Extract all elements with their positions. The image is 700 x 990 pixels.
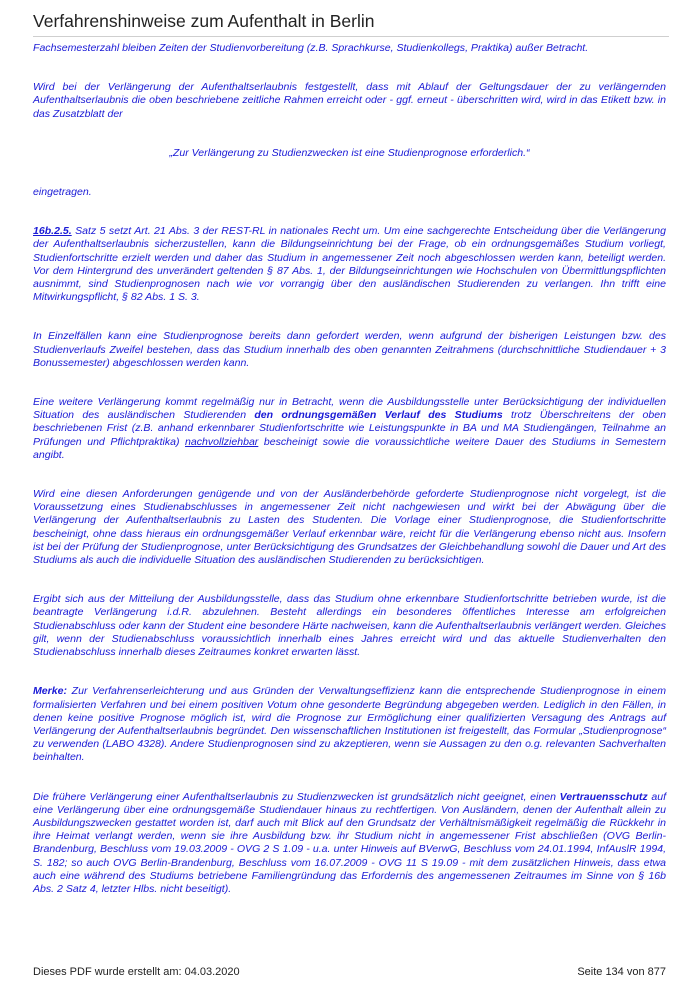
paragraph-10	[33, 791, 666, 897]
paragraph-text: Satz 5 setzt Art. 21 Abs. 3 der REST-RL in nationales Recht um. Um eine sachgerechte Entscheidung über die Verlängerung der Aufenthaltserlaubnis sicherzustellen, kann die Bildungseinrichtung bei der Frage, ob ein ordnungsgemäßes Studium vorliegt, Studienfortschritte erzielt werden und daher das Studium in angemessener Zeit noch abgeschlossen werden kann, beteiligt werden. Vor dem Hintergrund des unverändert geltenden § 87 Abs. 1, der Bildungseinrichtungen wie Hochschulen von Übermittlungspflichten ausnimmt, sind Studienprognosen nach wie vor vorrangig über den ausländischen Studierenden zu verlangen. Ihn trifft eine Mitwirkungspflicht, § 82 Abs. 1 S. 3.	[33, 225, 666, 304]
paragraph-8: Ergibt sich aus der Mitteilung der Ausbildungsstelle, dass das Studium ohne erkennbare Studienfortschritte betrieben wurde, ist die beantragte Verlängerung i.d.R. abzulehnen. Besteht allerdings ein besonderes öffentliches Interesse am erfolgreichen Studienabschluss oder kann der Student eine besondere Härte nachweisen, kann die Aufenthaltserlaubnis verlängert werden. Gleiches gilt, wenn der Studienabschluss voraussichtlich innerhalb eines Jahres erreicht wird und das aktuelle Studienverhalten den Studienabschluss innerhalb dieses Zeitraumes konkret erwarten lässt.	[33, 593, 666, 659]
document-body	[33, 42, 666, 896]
emphasis-text: den ordnungsgemäßen Verlauf des Studiums	[254, 409, 503, 422]
paragraph-text: bescheinigt sowie die voraussichtliche weitere Dauer des Studiums in Semestern angibt.	[33, 435, 666, 461]
underlined-text: nachvollziehbar	[185, 435, 259, 448]
paragraph-3: eingetragen.	[33, 186, 92, 199]
page-number: Seite 134 von 877	[577, 966, 666, 978]
paragraph-5: In Einzelfällen kann eine Studienprognose bereits dann gefordert werden, wenn aufgrund der bisherigen Leistungen bzw. des Studienverlaufs Zweifel bestehen, dass das Studium innerhalb des oben genannten Zeitrahmens (durchschnittliche Studiendauer + 3 Bonussemester) abgeschlossen werden kann.	[33, 330, 666, 369]
paragraph-7: Wird eine diesen Anforderungen genügende und von der Ausländerbehörde geforderte Studienprognose nicht vorgelegt, ist die Voraussetzung eines Studienabschlusses in angemessener Zeit nicht nachgewiesen und wirkt bei der Abwägung über die Verlängerung der Aufenthaltserlaubnis zu Lasten des Studenten. Die Vorlage einer Studienprognose, die Studienfortschritte bescheinigt, ohne dass hieraus ein ordnungsgemäßer Verlauf erkennbar wäre, reicht für die Verlängerung ebenso nicht aus. Insofern ist bei der Prüfung der Studienprognose, unter Berücksichtigung des Grundsatzes der Gleichbehandlung sowohl die Dauer und Art des Studiums als auch die individuelle Situation des ausländischen Studierenden zu berücksichtigen.	[33, 488, 666, 567]
section-reference-link[interactable]: 16b.2.5.	[33, 225, 72, 238]
paragraph-1: Fachsemesterzahl bleiben Zeiten der Studienvorbereitung (z.B. Sprachkurse, Studienkollegs, Praktika) außer Betracht.	[33, 42, 589, 54]
emphasis-text: Vertrauensschutz	[559, 790, 648, 803]
pdf-created-date: Dieses PDF wurde erstellt am: 04.03.2020	[33, 966, 240, 978]
paragraph-text: auf eine Verlängerung über eine ordnungsgemäße Studiendauer hinaus zu rechtfertigen. Von Ausländern, denen der Aufenthalt allein zu Ausbildungszwecken gestattet worden ist, darf auch mit Blick auf den Grundsatz der Verhältnismäßigkeit regelmäßig die Rückkehr in ihre Heimat verlangt werden, wenn sie ihre Ausbildung bzw. ihr Studium nicht in angemessener Frist abschließen (OVG Berlin-Brandenburg, Beschluss vom 19.03.2009 - OVG 2 S 1.09 - u.a. unter Hinweis auf BVerwG, Beschluss vom 24.01.1994, InfAuslR 1994, S. 182; so auch OVG Berlin-Brandenburg, Beschluss vom 16.07.2009 - OVG 11 S 19.09 - mit dem zusätzlichen Hinweis, dass etwa auch eine während des Studiums betriebene Familiengründung das Erfordernis des angemessenen Zeitraumes im Sinne von § 16b Abs. 2 Satz 4, letzter Hlbs. nicht beseitigt).	[33, 790, 667, 895]
merke-label: Merke:	[33, 685, 67, 698]
quoted-notice: „Zur Verlängerung zu Studienzwecken ist eine Studienprognose erforderlich.“	[169, 146, 530, 159]
paragraph-2: Wird bei der Verlängerung der Aufenthaltserlaubnis festgestellt, dass mit Ablauf der Geltungsdauer der zu verlängernden Aufenthaltserlaubnis die oben beschriebene zeitliche Rahmen erreicht oder - ggf. erneut - überschritten wird, wird in das Etikett bzw. in das Zusatzblatt der	[33, 81, 666, 120]
paragraph-text: Eine weitere Verlängerung kommt regelmäßig nur in Betracht, wenn die Ausbildungsstelle unter Berücksichtigung der individuellen Situation des ausländischen Studierenden	[33, 396, 666, 422]
paragraph-6	[33, 396, 666, 462]
paragraph-16b-2-5	[33, 225, 666, 304]
paragraph-merke	[33, 685, 666, 764]
paragraph-text: Zur Verfahrenserleichterung und aus Gründen der Verwaltungseffizienz kann die entsprechende Studienprognose in einem formalisierten Verfahren und bei einem positiven Votum ohne gesonderte Begründung abgegeben werden. Lediglich in den Fällen, in denen keine positive Prognose möglich ist, wird die Prognose zur Ermöglichung einer qualifizierten Versagung des Antrags auf Verlängerung der Aufenthaltserlaubnis begründet. Den wissenschaftlichen Institutionen ist freigestellt, das Formular „Studienprognose“ zu verwenden (LABO 4328). Andere Studienprognosen sind zu akzeptieren, wenn sie Aussagen zu den o.g. relevanten Sachverhalten beinhalten.	[33, 685, 666, 764]
paragraph-text: Die frühere Verlängerung einer Aufenthaltserlaubnis zu Studienzwecken ist grundsätzlich nicht geeignet, einen	[33, 790, 560, 803]
paragraph-text: trotz Überschreitens der oben beschriebenen Frist (z.B. anhand erkennbarer Studienfortschritte wie Leistungspunkte in BA und MA Studiengängen, Teilnahme an Prüfungen und Pflichtpraktika)	[33, 409, 666, 448]
page-title: Verfahrenshinweise zum Aufenthalt in Berlin	[33, 11, 669, 37]
